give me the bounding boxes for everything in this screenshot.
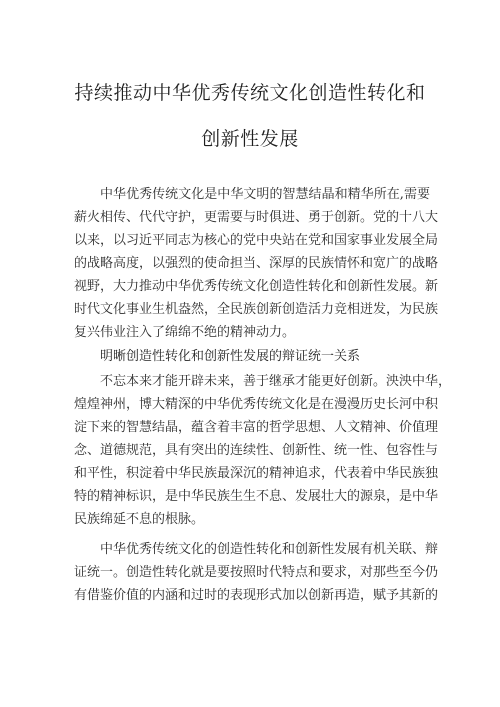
paragraph-2-line: 淀下来的智慧结晶，蕴含着丰富的哲学思想、人文精神、价值理 (74, 420, 439, 435)
paragraph-2-line: 民族绵延不息的根脉。 (74, 512, 205, 527)
document-title-line-2: 创新性发展 (201, 128, 299, 150)
paragraph-2-line: 不忘本来才能开辟未来，善于继承才能更好创新。泱泱中华， (100, 374, 452, 389)
paragraph-1-line: 的战略高度，以强烈的使命担当、深厚的民族情怀和宽广的战略 (74, 256, 439, 271)
paragraph-3-line: 中华优秀传统文化的创造性转化和创新性发展有机关联、辩 (100, 542, 439, 557)
paragraph-2-line: 煌煌神州，博大精深的中华优秀传统文化是在漫漫历史长河中积 (74, 397, 439, 412)
paragraph-3-line: 证统一。创造性转化就是要按照时代特点和要求，对那些至今仍 (74, 565, 439, 580)
paragraph-1-line: 以来，以习近平同志为核心的党中央站在党和国家事业发展全局 (74, 233, 439, 248)
paragraph-2-line: 念、道德规范，具有突出的连续性、创新性、统一性、包容性与 (74, 443, 439, 458)
paragraph-2-line: 特的精神标识，是中华民族生生不息、发展壮大的源泉，是中华 (74, 489, 439, 504)
section-heading: 明晰创造性转化和创新性发展的辩证统一关系 (100, 349, 361, 364)
paragraph-1-line: 复兴伟业注入了绵绵不绝的精神动力。 (74, 325, 296, 340)
paragraph-1-line: 视野，大力推动中华优秀传统文化创造性转化和创新性发展。新 (74, 279, 439, 294)
paragraph-3-line: 有借鉴价值的内涵和过时的表现形式加以创新再造，赋予其新的 (74, 588, 439, 603)
paragraph-1-line: 薪火相传、代代守护，更需要与时俱进、勇于创新。党的十八大 (74, 210, 439, 225)
paragraph-1-line: 时代文化事业生机盎然，全民族创新创造活力竞相迸发，为民族 (74, 302, 439, 317)
paragraph-1-line: 中华优秀传统文化是中华文明的智慧结晶和精华所在,需要 (100, 187, 430, 202)
document-title-line-1: 持续推动中华优秀传统文化创造性转化和 (74, 82, 426, 104)
paragraph-2-line: 和平性，积淀着中华民族最深沉的精神追求，代表着中华民族独 (74, 466, 439, 481)
